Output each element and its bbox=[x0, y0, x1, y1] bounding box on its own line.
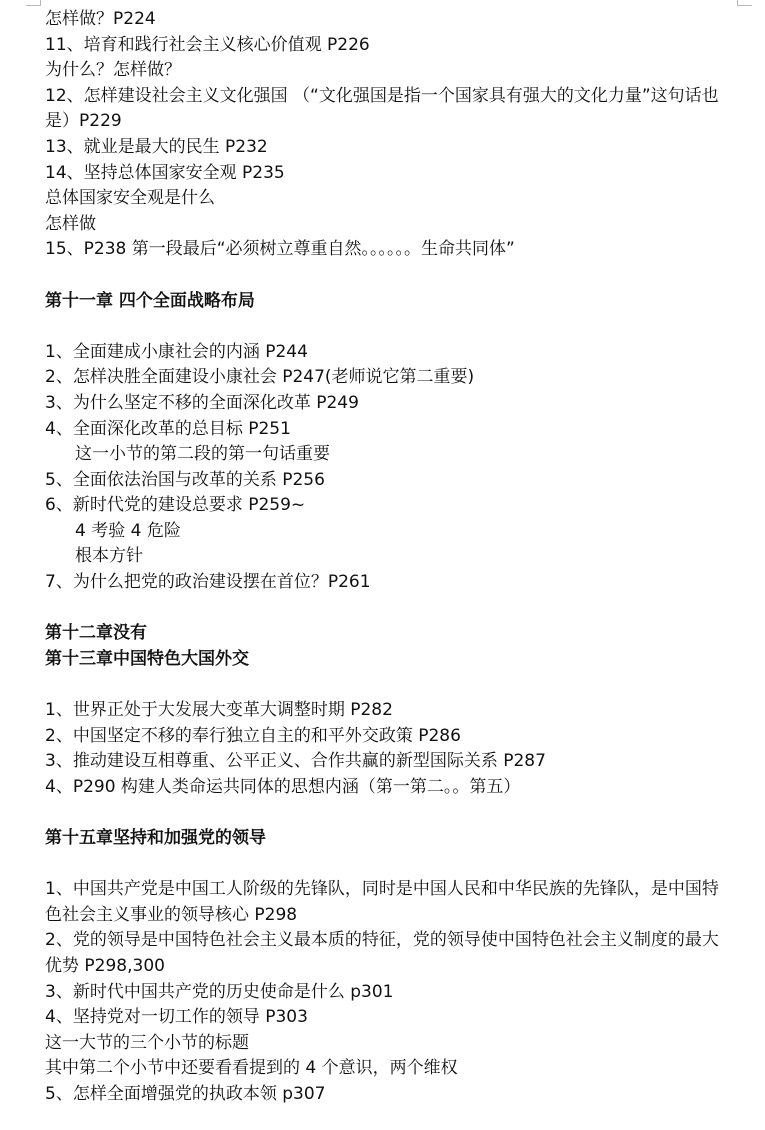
chapter-heading: 第十一章 四个全面战略布局 bbox=[45, 290, 255, 311]
list-item: 2、中国坚定不移的奉行独立自主的和平外交政策 P286 bbox=[45, 725, 461, 746]
list-item: 5、全面依法治国与改革的关系 P256 bbox=[45, 469, 325, 490]
body-line: 总体国家安全观是什么 bbox=[45, 188, 215, 209]
blank-line bbox=[45, 263, 735, 289]
list-item: 3、为什么坚定不移的全面深化改革 P249 bbox=[45, 392, 359, 413]
list-item: 1、中国共产党是中国工人阶级的先锋队，同时是中国人民和中华民族的先锋队，是中国特色社会主义事业的领导核心 P298 bbox=[45, 879, 719, 925]
list-item: 5、怎样全面增强党的执政本领 p307 bbox=[45, 1083, 326, 1104]
body-line: 怎样做 bbox=[45, 213, 96, 234]
body-line: 12、怎样建设社会主义文化强国 （“文化强国是指一个国家具有强大的文化力量”这句话也是）P229 bbox=[45, 85, 719, 132]
body-line: 11、培育和践行社会主义核心价值观 P226 bbox=[45, 34, 370, 55]
list-item-note: 4 考验 4 危险 bbox=[75, 520, 181, 541]
blank-line bbox=[45, 596, 735, 622]
page-corner-mark-left bbox=[26, 0, 41, 6]
list-item: 4、P290 构建人类命运共同体的思想内涵（第一第二。。第五） bbox=[45, 776, 521, 797]
list-item: 4、全面深化改革的总目标 P251 bbox=[45, 418, 291, 439]
body-line: 怎样做？P224 bbox=[45, 9, 156, 29]
list-item: 1、全面建成小康社会的内涵 P244 bbox=[45, 341, 308, 362]
list-item-note: 根本方针 bbox=[75, 546, 143, 567]
document-body bbox=[45, 7, 735, 1108]
list-item: 2、怎样决胜全面建设小康社会 P247(老师说它第二重要) bbox=[45, 367, 475, 388]
body-line: 为什么？怎样做？ bbox=[45, 60, 181, 81]
list-item: 7、为什么把党的政治建设摆在首位？P261 bbox=[45, 572, 371, 593]
body-line: 这一大节的三个小节的标题 bbox=[45, 1032, 249, 1053]
body-line: 其中第二个小节中还要看看提到的 4 个意识，两个维权 bbox=[45, 1058, 458, 1079]
blank-line bbox=[45, 852, 735, 878]
body-line: 15、P238 第一段最后“必须树立尊重自然。。。。。。生命共同体” bbox=[45, 239, 515, 260]
list-item: 3、推动建设互相尊重、公平正义、合作共赢的新型国际关系 P287 bbox=[45, 751, 546, 772]
list-item: 3、新时代中国共产党的历史使命是什么 p301 bbox=[45, 981, 394, 1002]
blank-line bbox=[45, 672, 735, 698]
blank-line bbox=[45, 314, 735, 340]
list-item-note: 这一小节的第二段的第一句话重要 bbox=[75, 444, 330, 465]
blank-line bbox=[45, 800, 735, 826]
body-line: 13、就业是最大的民生 P232 bbox=[45, 136, 268, 157]
list-item: 6、新时代党的建设总要求 P259~ bbox=[45, 495, 306, 516]
list-item: 2、党的领导是中国特色社会主义最本质的特征，党的领导使中国特色社会主义制度的最大优势 P298,300 bbox=[45, 930, 719, 976]
chapter-heading: 第十二章没有 bbox=[45, 623, 147, 644]
list-item: 1、世界正处于大发展大变革大调整时期 P282 bbox=[45, 700, 393, 721]
body-line: 14、坚持总体国家安全观 P235 bbox=[45, 162, 285, 183]
chapter-heading: 第十五章坚持和加强党的领导 bbox=[45, 828, 266, 848]
page-corner-mark-right bbox=[737, 0, 752, 6]
list-item: 4、坚持党对一切工作的领导 P303 bbox=[45, 1007, 308, 1028]
chapter-heading: 第十三章中国特色大国外交 bbox=[45, 648, 249, 669]
